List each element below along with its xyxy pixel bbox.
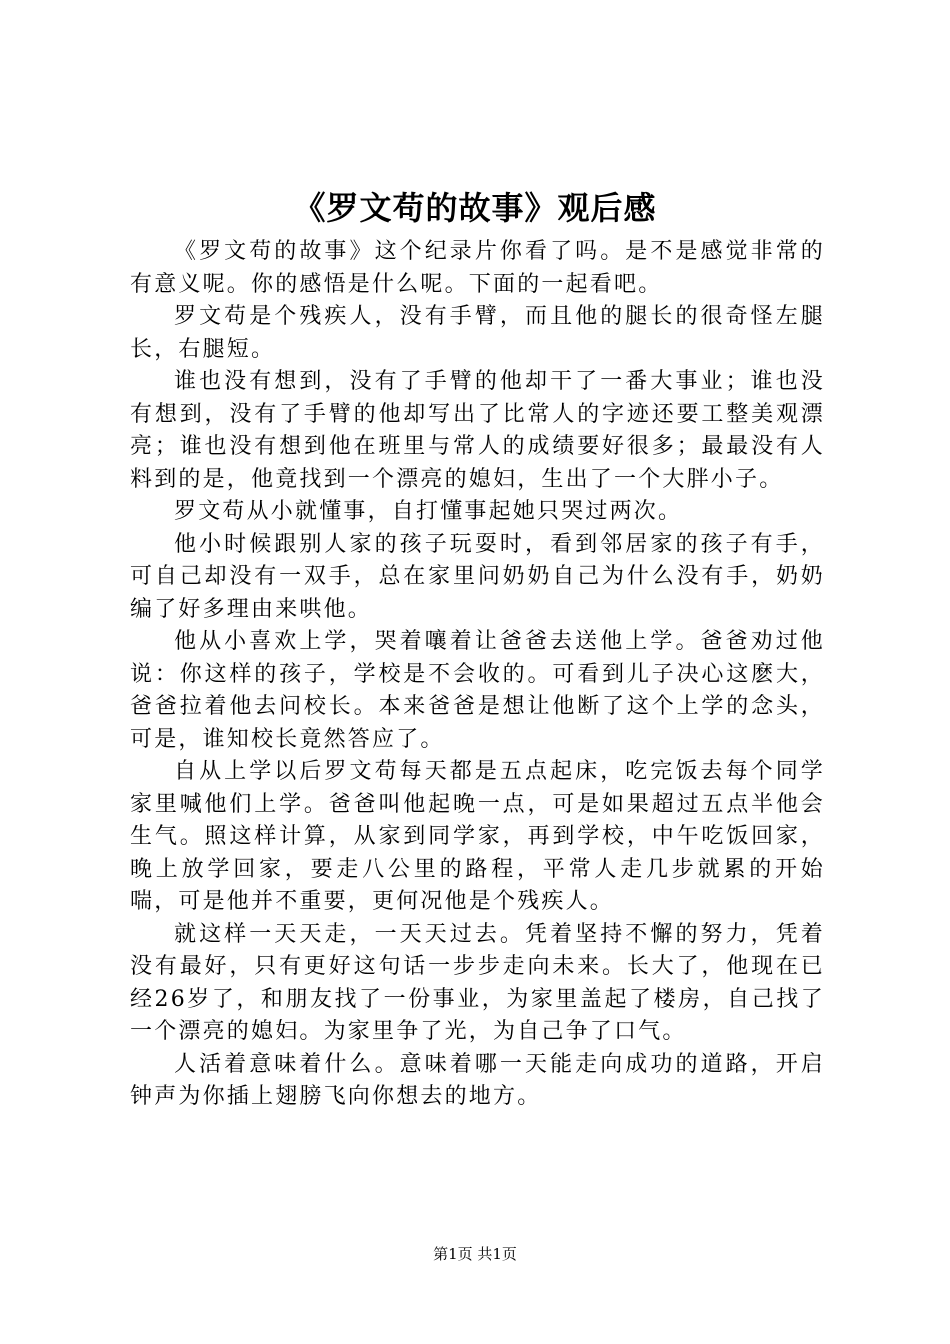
paragraph-3: 谁也没有想到，没有了手臂的他却干了一番大事业；谁也没有想到，没有了手臂的他却写出了比常人的字迹还要工整美观漂亮；谁也没有想到他在班里与常人的成绩要好很多；最最没有人料到的是，他竟找到一个漂亮的媳妇，生出了一个大胖小子。 xyxy=(130,369,825,492)
paragraph-9: 人活着意味着什么。意味着哪一天能走向成功的道路，开启钟声为你插上翅膀飞向你想去的地方。 xyxy=(130,1051,825,1109)
paragraph-1: 《罗文苟的故事》这个纪录片你看了吗。是不是感觉非常的有意义呢。你的感悟是什么呢。下面的一起看吧。 xyxy=(130,239,825,297)
paragraph-2: 罗文苟是个残疾人，没有手臂，而且他的腿长的很奇怪左腿长，右腿短。 xyxy=(130,304,825,362)
paragraph-4: 罗文苟从小就懂事，自打懂事起她只哭过两次。 xyxy=(174,499,683,524)
paragraph-7: 自从上学以后罗文苟每天都是五点起床，吃完饭去每个同学家里喊他们上学。爸爸叫他起晚一点，可是如果超过五点半他会生气。照这样计算，从家到同学家，再到学校，中午吃饭回家，晚上放学回家，要走八公里的路程，平常人走几步就累的开始喘，可是他并不重要，更何况他是个残疾人。 xyxy=(130,759,825,914)
document-body xyxy=(130,236,825,1114)
document-title: 《罗文苟的故事》观后感 xyxy=(293,189,657,227)
paragraph-8: 就这样一天天走，一天天过去。凭着坚持不懈的努力，凭着没有最好，只有更好这句话一步步走向未来。长大了，他现在已经26岁了，和朋友找了一份事业，为家里盖起了楼房，自己找了一个漂亮的媳妇。为家里争了光，为自己争了口气。 xyxy=(130,921,825,1044)
paragraph-5: 他小时候跟别人家的孩子玩耍时，看到邻居家的孩子有手，可自己却没有一双手，总在家里问奶奶自己为什么没有手，奶奶编了好多理由来哄他。 xyxy=(130,531,825,622)
page-number-footer: 第1页 共1页 xyxy=(433,1245,517,1263)
paragraph-6: 他从小喜欢上学，哭着嚷着让爸爸去送他上学。爸爸劝过他说：你这样的孩子，学校是不会收的。可看到儿子决心这麽大，爸爸拉着他去问校长。本来爸爸是想让他断了这个上学的念头，可是，谁知校长竟然答应了。 xyxy=(130,629,825,752)
